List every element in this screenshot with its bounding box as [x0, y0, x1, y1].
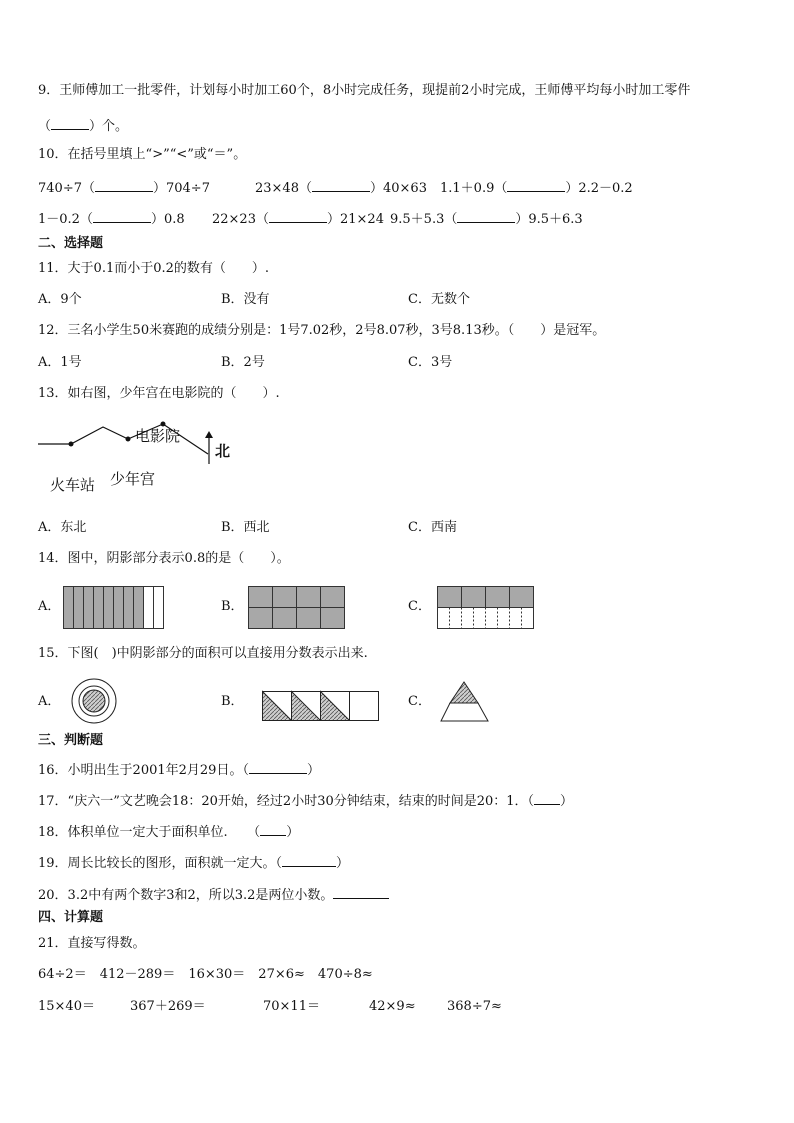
section-2-title: 二、选择题: [38, 236, 104, 251]
q19-text: 19．周长比较长的图形，面积就一定大。（: [38, 856, 283, 871]
q10-item-6-blank[interactable]: [457, 209, 515, 223]
q15-figure-c-triangle: [440, 681, 490, 723]
q15-option-c[interactable]: C．: [408, 694, 431, 709]
section-3-title: 三、判断题: [38, 733, 104, 748]
q14-option-b[interactable]: B．: [221, 599, 244, 614]
q21-row2-item-4: 42×9≈: [369, 999, 416, 1014]
question-9-line1: 9．王师傅加工一批零件，计划每小时加工60个，8小时完成任务，现提前2小时完成，王师傅平均每小时加工零件: [38, 83, 691, 98]
q10-item-3: [440, 178, 633, 197]
q16-text: 16．小明出生于2001年2月29日。（: [38, 763, 249, 778]
map-label-station: 火车站: [50, 476, 96, 494]
q15-figure-a-rings: [71, 678, 117, 724]
q10-item-4-blank[interactable]: [93, 209, 151, 223]
q21-row-1: 64÷2＝ 412－289＝ 16×30＝ 27×6≈ 470÷8≈: [38, 967, 373, 982]
q13-option-c[interactable]: C．西南: [408, 520, 457, 535]
q10-item-5-right: ）21×24: [326, 212, 384, 227]
section-4-title: 四、计算题: [38, 910, 104, 925]
q9-paren-close: ）个。: [89, 119, 129, 134]
q15-option-a[interactable]: A．: [38, 694, 61, 709]
q19-paren-close: ）: [336, 856, 350, 871]
q13-route-line: [38, 424, 208, 454]
q21-row2-item-5: 368÷7≈: [447, 999, 502, 1014]
q17-answer-blank[interactable]: [534, 791, 560, 805]
q14-figure-b-grid: [248, 586, 348, 630]
q16-paren-close: ）: [306, 763, 320, 778]
q10-item-2-left: 23×48（: [255, 181, 312, 196]
q14-figure-c-grid: [437, 586, 537, 630]
q9-paren-open: （: [38, 119, 52, 134]
q18-paren-close: ）: [286, 825, 300, 840]
question-10-stem: 10．在括号里填上“>”“<”或“＝”。: [38, 147, 247, 162]
q15-figure-b-squares: [262, 691, 382, 723]
q10-item-4: [38, 209, 185, 228]
q10-item-4-left: 1－0.2（: [38, 212, 93, 227]
q10-item-3-left: 1.1＋0.9（: [440, 181, 508, 196]
question-11-stem: 11．大于0.1而小于0.2的数有（ ）.: [38, 261, 270, 276]
question-12-stem: 12．三名小学生50米赛跑的成绩分别是：1号7.02秒，2号8.07秒，3号8.13秒。（ ）是冠军。: [38, 323, 606, 338]
q10-item-5-blank[interactable]: [269, 209, 327, 223]
shaded-inner-circle: [83, 690, 105, 712]
q9-answer-blank[interactable]: [51, 116, 89, 130]
north-arrow-head: [205, 431, 213, 438]
q10-item-6-left: 9.5＋5.3（: [390, 212, 458, 227]
q12-option-c[interactable]: C．3号: [408, 355, 453, 370]
q16-answer-blank[interactable]: [249, 760, 307, 774]
q10-item-2-blank[interactable]: [312, 178, 370, 192]
unshaded-trapezoid: [441, 703, 488, 721]
q18-answer-blank[interactable]: [260, 822, 286, 836]
question-17: [38, 791, 573, 810]
q10-item-3-right: ）2.2－0.2: [565, 181, 633, 196]
question-9-line2: [38, 116, 128, 135]
map-label-palace: 少年宫: [110, 470, 156, 488]
question-13-stem: 13．如右图，少年宫在电影院的（ ）.: [38, 386, 280, 401]
question-15-stem: 15．下图( )中阴影部分的面积可以直接用分数表示出来.: [38, 646, 368, 661]
map-label-north: 北: [215, 442, 231, 460]
q10-item-3-blank[interactable]: [507, 178, 565, 192]
q10-item-4-right: ）0.8: [150, 212, 185, 227]
question-16: [38, 760, 320, 779]
q17-paren-close: ）: [560, 794, 574, 809]
question-20: [38, 885, 389, 904]
q10-item-5: [212, 209, 384, 228]
question-21-stem: 21．直接写得数。: [38, 936, 146, 951]
q19-answer-blank[interactable]: [282, 853, 336, 867]
station-dot: [69, 442, 74, 447]
shaded-top-triangle: [450, 682, 478, 703]
q10-item-1: [38, 178, 210, 197]
question-18: [38, 822, 299, 841]
question-19: [38, 853, 349, 872]
q13-option-a[interactable]: A．东北: [38, 520, 87, 535]
q10-item-1-right: ）704÷7: [152, 181, 210, 196]
map-label-cinema: 电影院: [135, 427, 181, 445]
q10-item-6-right: ）9.5＋6.3: [515, 212, 583, 227]
q11-option-a[interactable]: A．9个: [38, 292, 82, 307]
q13-option-b[interactable]: B．西北: [221, 520, 270, 535]
q14-figure-a-strip: [63, 586, 163, 630]
q18-text: 18．体积单位一定大于面积单位. （: [38, 825, 261, 840]
q21-row2-item-2: 367＋269＝: [130, 999, 206, 1014]
q20-answer-blank[interactable]: [333, 885, 389, 899]
palace-dot: [126, 437, 131, 442]
cinema-dot: [161, 422, 166, 427]
q11-option-b[interactable]: B．没有: [221, 292, 270, 307]
q20-text: 20．3.2中有两个数字3和2，所以3.2是两位小数。: [38, 888, 334, 903]
q14-option-c[interactable]: C．: [408, 599, 431, 614]
q21-row2-item-1: 15×40＝: [38, 999, 95, 1014]
q21-row2-item-3: 70×11＝: [263, 999, 320, 1014]
q12-option-b[interactable]: B．2号: [221, 355, 265, 370]
q10-item-2: [255, 178, 427, 197]
q14-option-a[interactable]: A．: [38, 599, 61, 614]
q15-option-b[interactable]: B．: [221, 694, 244, 709]
q10-item-5-left: 22×23（: [212, 212, 269, 227]
q10-item-2-right: ）40×63: [369, 181, 427, 196]
q12-option-a[interactable]: A．1号: [38, 355, 82, 370]
q10-item-1-blank[interactable]: [95, 178, 153, 192]
q10-item-6: [390, 209, 583, 228]
q17-text: 17．“庆六一”文艺晚会18：20开始，经过2小时30分钟结束，结束的时间是20：1．（: [38, 794, 535, 809]
question-14-stem: 14．图中，阴影部分表示0.8的是（ ）。: [38, 551, 290, 566]
q11-option-c[interactable]: C．无数个: [408, 292, 470, 307]
q10-item-1-left: 740÷7（: [38, 181, 95, 196]
